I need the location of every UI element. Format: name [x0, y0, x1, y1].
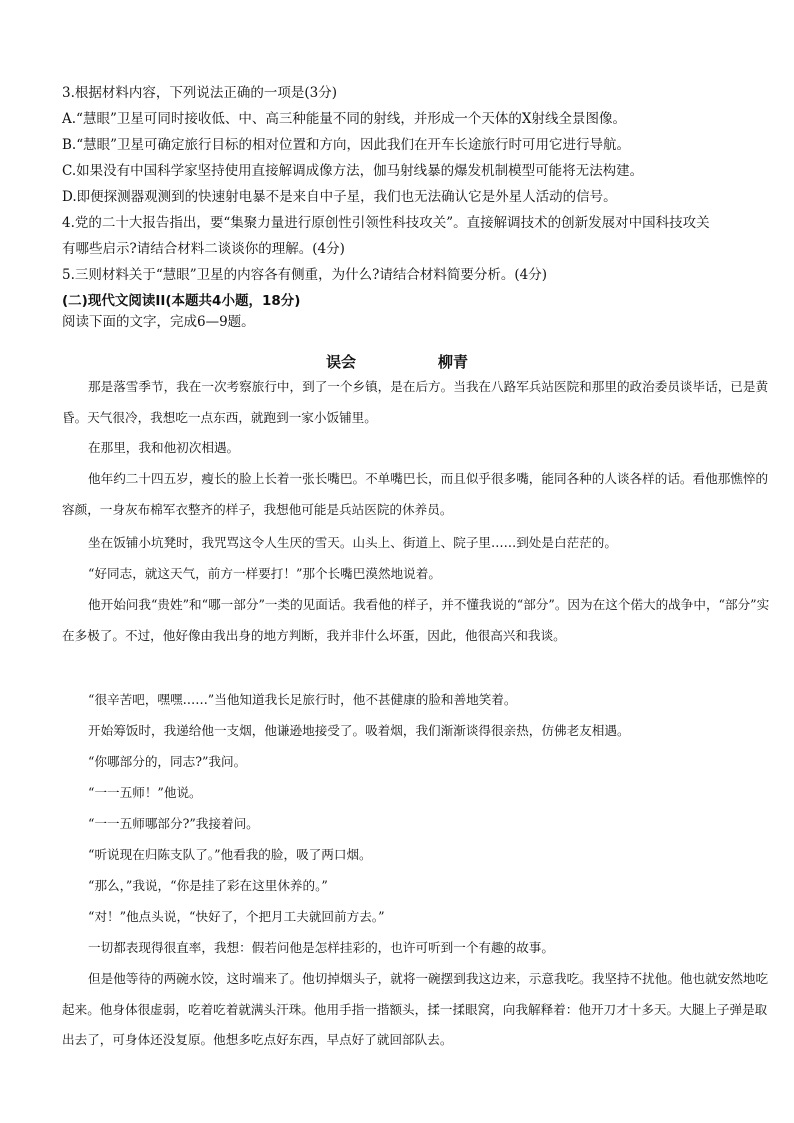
question-3-stem: 3.根据材料内容，下列说法正确的一项是(3分)	[62, 85, 338, 101]
section-instruction: 阅读下面的文字，完成6—9题。	[62, 314, 255, 330]
question-4-line-1: 4.党的二十大报告指出，要“集聚力量进行原创性引领性科技攻关”。直接解调技术的创新发展对中国科技攻关	[62, 215, 710, 231]
article-paragraph: 他开始问我“贵姓”和“哪一部分”一类的见面话。我看他的样子，并不懂我说的“部分”。因为在这个偌大的战争中，“部分”实在多极了。不过，他好像由我出身的地方判断，我并非什么坏蛋，因此，他很高兴和我谈。	[62, 597, 770, 643]
article-author: 柳青	[438, 353, 469, 371]
article-paragraph: 一切都表现得很直率，我想：假若问他是怎样挂彩的，也许可听到一个有趣的故事。	[88, 940, 554, 955]
article-paragraph: “那么，”我说，“你是挂了彩在这里休养的。”	[88, 878, 328, 893]
article-paragraph: “听说现在归陈支队了。”他看我的脸，吸了两口烟。	[88, 847, 372, 862]
question-4-line-2: 有哪些启示?请结合材料二谈谈你的理解。(4分)	[62, 241, 345, 257]
section-header: (二)现代文阅读II(本题共4小题，18分)	[62, 293, 301, 309]
article-paragraph: 他年约二十四五岁，瘦长的脸上长着一张长嘴巴。不单嘴巴长，而且似乎很多嘴，能同各种的人谈各样的话。看他那憔悴的容颜，一身灰布棉军衣整齐的样子，我想他可能是兵站医院的休养员。	[62, 471, 769, 517]
article-paragraph: 在那里，我和他初次相遇。	[88, 440, 240, 455]
article-paragraph: 那是落雪季节，我在一次考察旅行中，到了一个乡镇，是在后方。当我在八路军兵站医院和那里的政治委员谈毕话，已是黄昏。天气很冷，我想吃一点东西，就跑到一家小饭铺里。	[62, 379, 769, 425]
question-3-option-d: D.即便探测器观测到的快速射电暴不是来自中子星，我们也无法确认它是外星人活动的信号。	[62, 189, 617, 205]
question-3-option-a: A.“慧眼”卫星可同时接收低、中、高三种能量不同的射线，并形成一个天体的X射线全景图像。	[62, 111, 626, 127]
article-paragraph: 坐在饭铺小坑凳时，我咒骂这令人生厌的雪天。山头上、街道上、院子里……到处是白茫茫的。	[88, 535, 617, 550]
article-paragraph: “好同志，就这天气，前方一样要打！”那个长嘴巴漠然地说着。	[88, 566, 441, 581]
article-paragraph: “对！”他点头说，“快好了，个把月工夫就回前方去。”	[88, 909, 385, 924]
article-paragraph: “很辛苦吧，嘿嘿……”当他知道我长足旅行时，他不甚健康的脸和善地笑着。	[88, 692, 517, 707]
article-paragraph: “你哪部分的，同志?”我问。	[88, 754, 247, 769]
question-3-option-c: C.如果没有中国科学家坚持使用直接解调成像方法，伽马射线暴的爆发机制模型可能将无法构建。	[62, 163, 644, 179]
article-paragraph: “一一五师哪部分?”我接着问。	[88, 816, 259, 831]
article-paragraph: “一一五师！”他说。	[88, 785, 202, 800]
article-paragraph: 开始筹饭时，我递给他一支烟，他谦逊地接受了。吸着烟，我们渐渐谈得很亲热，仿佛老友相遇。	[88, 723, 630, 738]
question-3-option-b: B.“慧眼”卫星可确定旅行目标的相对位置和方向，因此我们在开车长途旅行时可用它进行导航。	[62, 137, 631, 153]
question-5: 5.三则材料关于“慧眼”卫星的内容各有侧重，为什么?请结合材料简要分析。(4分)	[62, 267, 548, 283]
article-title: 误会	[326, 353, 357, 371]
article-paragraph: 但是他等待的两碗水饺，这时端来了。他切掉烟头子，就将一碗摆到我这边来，示意我吃。我坚持不扰他。他也就安然地吃起来。他身体很虚弱，吃着吃着就满头汗珠。他用手指一揩额头，揉一揉眼窝，向我解释着：他开刀才十多天。大腿上子弹是取出去了，可身体还没复原。他想多吃点好东西，早点好了就回部队去。	[62, 971, 769, 1047]
